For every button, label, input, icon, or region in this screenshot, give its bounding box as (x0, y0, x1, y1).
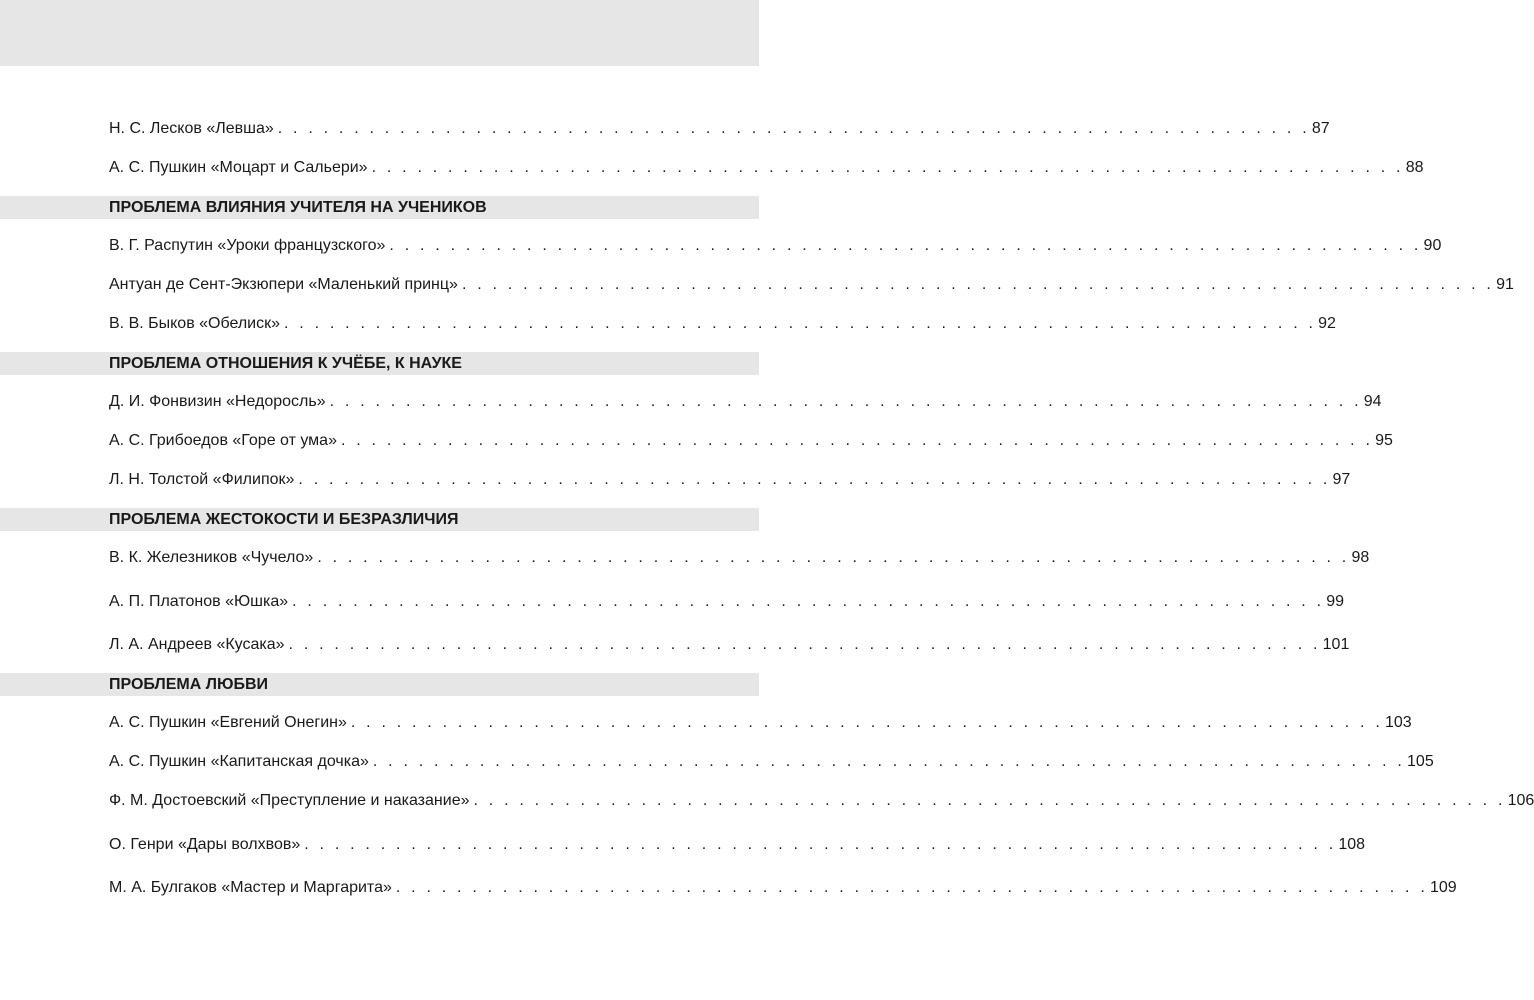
entry-title: Л. Н. Толстой «Филипок» (109, 471, 295, 488)
page-number: 87 (1311, 120, 1330, 137)
entry-title: М. А. Булгаков «Мастер и Маргарита» (109, 879, 392, 896)
toc-entry[interactable] (109, 429, 1393, 453)
page-number: 90 (1423, 237, 1442, 254)
section-heading: ПРОБЛЕМА ЖЕСТОКОСТИ И БЕЗРАЗЛИЧИЯ (109, 511, 459, 528)
toc-entry[interactable] (109, 633, 1350, 657)
dot-leader: . . . . . . . . . . . . . . . . . . . . . . . . . . . . . . . . . . . . . . . . . . . . . . . . . . . . . . . . . . . . . . . . . . . . (371, 159, 1404, 176)
section-heading-band (0, 196, 759, 219)
page-number: 103 (1384, 714, 1412, 731)
entry-title: А. С. Пушкин «Евгений Онегин» (109, 714, 347, 731)
toc-entry[interactable] (109, 833, 1366, 857)
toc-entry[interactable] (109, 234, 1442, 258)
dot-leader: . . . . . . . . . . . . . . . . . . . . . . . . . . . . . . . . . . . . . . . . . . . . . . . . . . . . . . . . . . . . . . . . . . . . (298, 471, 1331, 488)
toc-entry[interactable] (109, 789, 1534, 813)
section-heading-band (0, 508, 759, 531)
entry-title: В. К. Железников «Чучело» (109, 549, 314, 566)
page-number: 94 (1363, 393, 1382, 410)
toc-entry[interactable] (109, 590, 1345, 614)
dot-leader: . . . . . . . . . . . . . . . . . . . . . . . . . . . . . . . . . . . . . . . . . . . . . . . . . . . . . . . . . . . . . . . . . . . . (288, 636, 1321, 653)
toc-entry[interactable] (109, 273, 1514, 297)
toc-entry[interactable] (109, 711, 1412, 735)
page-number: 92 (1318, 315, 1336, 332)
page-number: 97 (1332, 471, 1351, 488)
toc-entry[interactable] (109, 876, 1457, 900)
entry-title: В. В. Быков «Обелиск» (109, 315, 281, 332)
dot-leader: . . . . . . . . . . . . . . . . . . . . . . . . . . . . . . . . . . . . . . . . . . . . . . . . . . . . . . . . . . . . . . . . . . . . (304, 836, 1337, 853)
entry-title: Л. А. Андреев «Кусака» (109, 636, 285, 653)
dot-leader: . . . . . . . . . . . . . . . . . . . . . . . . . . . . . . . . . . . . . . . . . . . . . . . . . . . . . . . . . . . . . . . . . . . . (461, 276, 1495, 293)
entry-title: А. С. Пушкин «Капитанская дочка» (109, 753, 369, 770)
dot-leader: . . . . . . . . . . . . . . . . . . . . . . . . . . . . . . . . . . . . . . . . . . . . . . . . . . . . . . . . . . . . . . . . . . . . (389, 237, 1422, 254)
dot-leader: . . . . . . . . . . . . . . . . . . . . . . . . . . . . . . . . . . . . . . . . . . . . . . . . . . . . . . . . . . . . . . . . . . . . (277, 120, 1310, 137)
entry-title: Антуан де Сент-Экзюпери «Маленький принц» (109, 276, 458, 293)
page-number: 95 (1375, 432, 1393, 449)
page-number: 109 (1430, 879, 1457, 896)
entry-title: Н. С. Лесков «Левша» (109, 120, 274, 137)
page-number: 101 (1322, 636, 1350, 653)
entry-title: А. С. Грибоедов «Горе от ума» (109, 432, 337, 449)
dot-leader: . . . . . . . . . . . . . . . . . . . . . . . . . . . . . . . . . . . . . . . . . . . . . . . . . . . . . . . . . . . . . . . . . . . . (292, 593, 1325, 610)
toc-entry[interactable] (109, 156, 1424, 180)
dot-leader: . . . . . . . . . . . . . . . . . . . . . . . . . . . . . . . . . . . . . . . . . . . . . . . . . . . . . . . . . . . . . . . . . . . . (329, 393, 1362, 410)
page-number: 106 (1507, 792, 1534, 809)
dot-leader: . . . . . . . . . . . . . . . . . . . . . . . . . . . . . . . . . . . . . . . . . . . . . . . . . . . . . . . . . . . . . . . . . . . . (473, 792, 1506, 809)
page-number: 105 (1407, 753, 1434, 770)
section-heading-band (0, 673, 759, 696)
entry-title: Ф. М. Достоевский «Преступление и наказание» (109, 792, 470, 809)
dot-leader: . . . . . . . . . . . . . . . . . . . . . . . . . . . . . . . . . . . . . . . . . . . . . . . . . . . . . . . . . . . . . . . . . . . . (317, 549, 1350, 566)
toc-entry[interactable] (109, 546, 1370, 570)
toc-entry[interactable] (109, 468, 1351, 492)
section-heading: ПРОБЛЕМА ВЛИЯНИЯ УЧИТЕЛЯ НА УЧЕНИКОВ (109, 199, 487, 216)
dot-leader: . . . . . . . . . . . . . . . . . . . . . . . . . . . . . . . . . . . . . . . . . . . . . . . . . . . . . . . . . . . . . . . . . . . . (350, 714, 1383, 731)
dot-leader: . . . . . . . . . . . . . . . . . . . . . . . . . . . . . . . . . . . . . . . . . . . . . . . . . . . . . . . . . . . . . . . . . . . . (284, 315, 1317, 332)
dot-leader: . . . . . . . . . . . . . . . . . . . . . . . . . . . . . . . . . . . . . . . . . . . . . . . . . . . . . . . . . . . . . . . . . . . . (340, 432, 1374, 449)
page-number: 108 (1338, 836, 1366, 853)
entry-title: В. Г. Распутин «Уроки французского» (109, 237, 386, 254)
toc-entry[interactable] (109, 117, 1330, 141)
entry-title: А. П. Платонов «Юшка» (109, 593, 289, 610)
section-heading-band (0, 352, 759, 375)
header-band (0, 0, 759, 66)
section-heading: ПРОБЛЕМА ЛЮБВИ (109, 676, 269, 693)
section-heading: ПРОБЛЕМА ОТНОШЕНИЯ К УЧЁБЕ, К НАУКЕ (109, 355, 462, 372)
toc-entry[interactable] (109, 312, 1336, 336)
page-number: 98 (1351, 549, 1370, 566)
dot-leader: . . . . . . . . . . . . . . . . . . . . . . . . . . . . . . . . . . . . . . . . . . . . . . . . . . . . . . . . . . . . . . . . . . . . (395, 879, 1428, 896)
page-number: 88 (1405, 159, 1424, 176)
entry-title: О. Генри «Дары волхвов» (109, 836, 301, 853)
page-number: 99 (1326, 593, 1345, 610)
entry-title: Д. И. Фонвизин «Недоросль» (109, 393, 326, 410)
dot-leader: . . . . . . . . . . . . . . . . . . . . . . . . . . . . . . . . . . . . . . . . . . . . . . . . . . . . . . . . . . . . . . . . . . . . (372, 753, 1406, 770)
entry-title: А. С. Пушкин «Моцарт и Сальери» (109, 159, 368, 176)
toc-entry[interactable] (109, 750, 1434, 774)
page-number: 91 (1496, 276, 1514, 293)
toc-entry[interactable] (109, 390, 1382, 414)
